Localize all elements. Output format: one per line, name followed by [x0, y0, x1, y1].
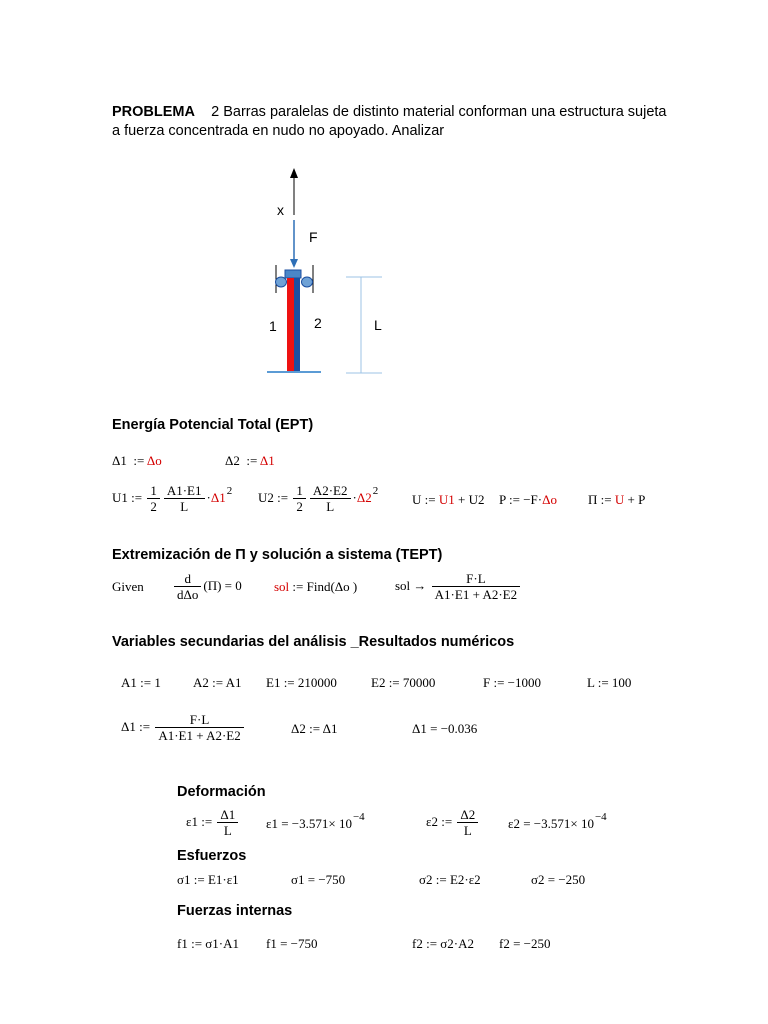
f-name: F — [483, 675, 491, 690]
a2-def: A2 := A1 — [193, 675, 242, 690]
esfuerzos-heading: Esfuerzos — [177, 848, 247, 864]
l-name: L — [587, 675, 595, 690]
f1-def: f1 := σ1·A1 — [177, 936, 239, 951]
ept-pi-rest: + P — [627, 492, 646, 507]
epsilon2-frac — [457, 808, 478, 838]
ept-u2-delta: Δ2 — [356, 489, 372, 505]
ept-u1-stiffness-den: L — [180, 499, 189, 514]
sigma1-def: σ1 := E1·ε1 — [177, 872, 239, 887]
ept-pi-def — [588, 492, 645, 508]
ept-u2-stiffness-num: A2·E2 — [310, 484, 351, 499]
tept-heading: Extremización de Π y solución a sistema (TEPT) — [112, 547, 443, 563]
sigma2-result: σ2 = −250 — [531, 872, 586, 887]
ept-u2-power: 2 — [372, 484, 379, 497]
problem-statement — [112, 103, 672, 141]
sol-find-def — [274, 579, 357, 595]
f1-result: f1 = −750 — [266, 936, 318, 951]
epsilon2-def — [426, 808, 480, 838]
ept-u-lhs: U := — [412, 492, 436, 507]
ept-pi-term1: U — [614, 492, 625, 507]
bar-2-label: 2 — [314, 315, 322, 331]
ept-u1-half — [147, 484, 160, 514]
ept-u2-lhs: U2 := — [258, 489, 289, 505]
delta1-numeric-def — [121, 713, 246, 743]
bar-1 — [287, 278, 294, 371]
force-arrowhead — [290, 259, 298, 268]
ept-u2-stiffness — [310, 484, 351, 514]
epsilon1-lhs: ε1 := — [186, 813, 213, 829]
ept-p-delta: Δo — [542, 492, 557, 507]
secondary-heading: Variables secundarias del análisis _Resultados numéricos — [112, 634, 515, 650]
top-plate — [285, 270, 301, 278]
sol-symbolic-frac — [432, 572, 520, 602]
ept-u-def — [412, 492, 484, 508]
l-rest: := 100 — [597, 675, 632, 690]
ept-delta2-assign: := — [246, 453, 258, 468]
problem-label: PROBLEMA — [112, 104, 195, 120]
delta1-numeric-lhs: Δ1 := — [121, 718, 151, 734]
ept-delta1-rhs: Δo — [146, 453, 162, 468]
sol-find: := Find(Δo ) — [292, 579, 358, 594]
bars-diagram — [250, 160, 400, 385]
sigma1-result: σ1 = −750 — [291, 872, 346, 887]
e2-def: E2 := 70000 — [371, 675, 436, 690]
fuerzas-heading: Fuerzas internas — [177, 903, 293, 919]
ept-delta2-def — [225, 453, 275, 469]
ept-u1-power: 2 — [226, 484, 233, 497]
epsilon1-value: ε1 = −3.571× 10 — [266, 816, 352, 831]
given-keyword: Given — [112, 579, 144, 594]
ept-u1-half-den: 2 — [150, 499, 157, 514]
ept-u1-delta: Δ1 — [210, 489, 226, 505]
f-def — [483, 675, 541, 691]
ept-delta2-rhs: Δ1 — [259, 453, 275, 468]
sol-name: sol — [274, 579, 290, 594]
epsilon1-result — [266, 811, 365, 832]
epsilon2-lhs: ε2 := — [426, 813, 453, 829]
epsilon1-num: Δ1 — [217, 808, 238, 823]
ept-u1-stiffness-num: A1·E1 — [164, 484, 205, 499]
ept-delta2-lhs: Δ2 — [225, 453, 240, 468]
problem-text: 2 Barras paralelas de distinto material conforman una estructura sujeta a fuerza concentrada en nudo no apoyado. Analizar — [112, 104, 667, 139]
f-rest: := −1000 — [493, 675, 541, 690]
epsilon1-exponent: −4 — [352, 811, 365, 823]
derivative-operator — [174, 572, 201, 602]
f2-def: f2 := σ2·A2 — [412, 936, 474, 951]
length-label: L — [374, 317, 382, 333]
sigma2-def: σ2 := E2·ε2 — [419, 872, 481, 887]
epsilon2-exponent: −4 — [594, 811, 607, 823]
a1-def: A1 := 1 — [121, 675, 161, 690]
ept-u-rest: + U2 — [457, 492, 485, 507]
ept-p-lhs: P := −F· — [499, 492, 543, 507]
delta1-numeric-num: F·L — [155, 713, 243, 728]
derivative-condition — [174, 572, 242, 602]
epsilon2-value: ε2 = −3.571× 10 — [508, 816, 594, 831]
sol-symbolic-den: A1·E1 + A2·E2 — [434, 587, 518, 602]
ept-u2-def: U2 := $\frac{1}{2}$ $\frac{A2\cdot E2}{L}$ $\cdot\Delta 2^2$ — [258, 483, 379, 514]
e1-def: E1 := 210000 — [266, 675, 337, 690]
ept-u1-lhs: U1 := — [112, 489, 143, 505]
bar-2 — [294, 278, 300, 371]
f2-result: f2 = −250 — [499, 936, 551, 951]
epsilon2-result — [508, 811, 607, 832]
epsilon2-num: Δ2 — [457, 808, 478, 823]
ept-pi-lhs: Π := — [588, 492, 612, 507]
l-def — [587, 675, 632, 691]
ept-u1-stiffness — [164, 484, 205, 514]
epsilon1-frac — [217, 808, 238, 838]
delta2-numeric-def: Δ2 := Δ1 — [291, 721, 338, 736]
ept-delta1-def — [112, 453, 162, 469]
sol-symbolic-num: F·L — [432, 572, 520, 587]
ept-u1-half-num: 1 — [147, 484, 160, 499]
delta1-numeric-den: A1·E1 + A2·E2 — [158, 728, 241, 743]
derivative-rest: (Π) = 0 — [203, 577, 242, 593]
roller-right — [302, 277, 313, 287]
derivative-den: dΔo — [177, 587, 199, 602]
ept-u2-half-num: 1 — [293, 484, 306, 499]
ept-u-term1: U1 — [438, 492, 455, 507]
ept-p-def — [499, 492, 557, 508]
delta1-numeric-frac — [155, 713, 243, 743]
delta1-result: Δ1 = −0.036 — [412, 721, 478, 736]
derivative-num: d — [174, 572, 201, 587]
ept-u2-half-den: 2 — [296, 499, 303, 514]
epsilon2-den: L — [463, 823, 472, 838]
bar-1-label: 1 — [269, 318, 277, 334]
force-label: F — [309, 229, 318, 245]
roller-left — [276, 277, 287, 287]
x-axis-arrowhead — [290, 168, 298, 178]
epsilon1-den: L — [223, 823, 232, 838]
ept-u2-stiffness-den: L — [326, 499, 335, 514]
ept-heading: Energía Potencial Total (EPT) — [112, 417, 314, 433]
sol-symbolic-lhs: sol → — [395, 577, 427, 593]
ept-delta1-assign: := — [133, 453, 145, 468]
epsilon1-def — [186, 808, 240, 838]
ept-delta1-lhs: Δ1 — [112, 453, 127, 468]
ept-u1-def: U1 := $\frac{1}{2}$ $\frac{A1\cdot E1}{L}$ $\cdot\Delta 1^2$ — [112, 483, 233, 514]
x-axis-label: x — [277, 202, 284, 218]
ept-u2-half — [293, 484, 306, 514]
deformacion-heading: Deformación — [177, 784, 266, 800]
sol-symbolic — [395, 572, 522, 602]
